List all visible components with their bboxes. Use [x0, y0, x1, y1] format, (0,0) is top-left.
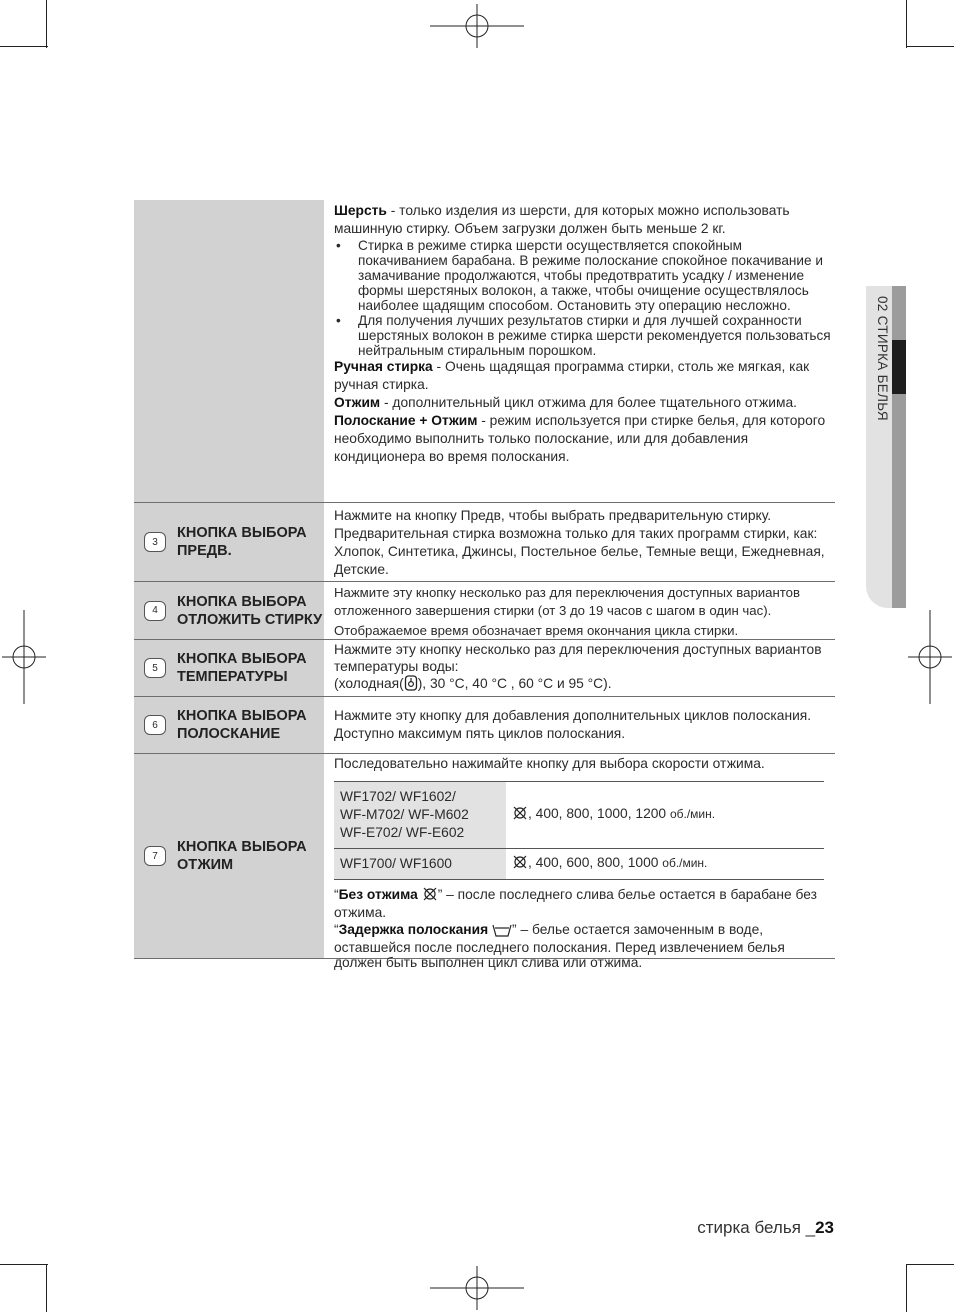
- spin-title: Отжим: [334, 395, 381, 410]
- model-name: WF-E702/ WF-E602: [340, 825, 465, 840]
- description-cell: [324, 754, 835, 970]
- rinse-hold-text: ” – белье остается замоченным в воде, оставшейся после последнего полоскания. Перед извлечением белья должен быть выполнен цикл слива или отжима.: [334, 922, 785, 970]
- model-cell: [334, 849, 506, 880]
- item-number-badge: 5: [144, 658, 166, 678]
- model-name: WF1700/ WF1600: [340, 856, 452, 871]
- description-cell: [324, 640, 835, 696]
- page-number: 23: [815, 1218, 834, 1237]
- label-cell: [134, 200, 324, 502]
- cold-water-icon: [404, 675, 418, 695]
- crop-mark: [906, 46, 954, 47]
- wool-paragraph: [334, 202, 835, 238]
- spin-text: - дополнительный цикл отжима для более тщательного отжима.: [380, 395, 797, 410]
- table-row: [334, 782, 824, 849]
- button-name: КНОПКА ВЫБОРА ОТЖИМ: [177, 839, 307, 873]
- button-name: КНОПКА ВЫБОРА ПРЕДВ.: [177, 525, 307, 559]
- rinse-hold-icon: [492, 923, 512, 940]
- crop-mark: [46, 1264, 47, 1312]
- no-spin-icon: [422, 886, 438, 905]
- description-cell: [324, 503, 835, 581]
- wool-text: - только изделия из шерсти, для которых можно использовать машинную стирку. Объем загрузки должен быть меньше 2 кг.: [334, 203, 790, 236]
- model-cell: [334, 782, 506, 849]
- rinse-hold-note: [334, 922, 835, 970]
- registration-mark-icon: [430, 4, 524, 48]
- description-text: Нажмите эту кнопку несколько раз для переключения доступных вариантов температуры воды:: [334, 642, 822, 674]
- crop-mark: [0, 1264, 48, 1265]
- no-spin-icon: [512, 805, 528, 826]
- hand-wash-text: - Очень щадящая программа стирки, столь же мягкая, как ручная стирка.: [334, 359, 810, 392]
- temperature-suffix: ), 30 °C, 40 °C , 60 °C и 95 °C).: [417, 676, 612, 691]
- button-name: КНОПКА ВЫБОРА ТЕМПЕРАТУРЫ: [177, 651, 307, 685]
- speed-cell: [506, 782, 824, 849]
- item-number-badge: 6: [144, 715, 166, 735]
- rinse-hold-title: Задержка полоскания: [338, 922, 489, 937]
- description-text: Отображаемое время обозначает время окончания цикла стирки.: [334, 623, 739, 638]
- speed-cell: [506, 849, 824, 880]
- crop-mark: [906, 0, 907, 48]
- hand-wash-paragraph: [334, 358, 835, 394]
- footer-section: стирка белья _: [697, 1218, 816, 1237]
- description-cell: [324, 697, 835, 753]
- temperature-prefix: (холодная(: [334, 676, 404, 691]
- no-spin-title: Без отжима: [338, 887, 418, 902]
- chapter-tab-marker: [892, 340, 906, 394]
- controls-table: [134, 200, 835, 970]
- rinse-spin-paragraph: [334, 412, 835, 466]
- quote-mark: “: [334, 887, 339, 902]
- rinse-spin-title: Полоскание + Отжим: [334, 413, 478, 428]
- table-row: [334, 849, 824, 880]
- hand-wash-title: Ручная стирка: [334, 359, 433, 374]
- crop-mark: [906, 1264, 907, 1312]
- crop-mark: [906, 1264, 954, 1265]
- button-name: КНОПКА ВЫБОРА ПОЛОСКАНИЕ: [177, 708, 307, 742]
- page-footer: [697, 1218, 834, 1238]
- description-cell: [324, 200, 835, 502]
- model-name: WF1702/ WF1602/: [340, 789, 456, 804]
- table-row: [134, 697, 835, 754]
- table-row: [134, 503, 835, 582]
- model-name: WF-M702/ WF-M602: [340, 807, 469, 822]
- item-number-badge: 4: [144, 601, 166, 621]
- description-text: Нажмите на кнопку Предв, чтобы выбрать предварительную стирку. Предварительная стирка возможна только для таких программ стирки, как: Хлопок, Синтетика, Джинсы, Постельное белье, Темные вещи, Ежедневная, Детские.: [334, 508, 825, 577]
- registration-mark-icon: [430, 1266, 524, 1310]
- speed-values: , 400, 800, 1000, 1200: [528, 805, 667, 821]
- speed-unit: об./мин.: [662, 855, 708, 870]
- table-row-wool: [134, 200, 835, 503]
- speed-values: , 400, 600, 800, 1000: [528, 854, 659, 870]
- chapter-tab-label: 02 СТИРКА БЕЛЬЯ: [875, 296, 890, 421]
- button-name: КНОПКА ВЫБОРА ОТЛОЖИТЬ СТИРКУ: [177, 593, 323, 628]
- spin-paragraph: [334, 394, 835, 412]
- label-cell: [134, 697, 324, 753]
- list-item: • Для получения лучших результатов стирки и для лучшей сохранности шерстяных волокон в режиме стирка шерсти рекомендуется пользоваться нейтральным стиральным порошком.: [358, 313, 835, 358]
- table-row: [134, 640, 835, 697]
- label-cell: [134, 503, 324, 581]
- registration-mark-icon: [908, 610, 952, 704]
- description-cell: [324, 582, 835, 639]
- table-row: [134, 582, 835, 640]
- description-text: Нажмите эту кнопку для добавления дополнительных циклов полоскания. Доступно максимум пять циклов полоскания.: [334, 708, 812, 741]
- label-cell: [134, 640, 324, 696]
- item-number-badge: 3: [144, 532, 166, 552]
- registration-mark-icon: [2, 610, 46, 704]
- item-number-badge: 7: [144, 846, 166, 866]
- no-spin-icon: [512, 854, 528, 875]
- crop-mark: [0, 46, 48, 47]
- speed-unit: об./мин.: [669, 806, 716, 821]
- spin-speed-table: [334, 781, 824, 880]
- no-spin-text: ” – после последнего слива белье остается в барабане без отжима.: [334, 887, 817, 920]
- description-text: Нажмите эту кнопку несколько раз для переключения доступных вариантов отложенного завершения стирки (от 3 до 19 часов с шагом в один час).: [334, 585, 800, 618]
- crop-mark: [46, 0, 47, 48]
- wool-bullets: [334, 238, 835, 358]
- table-row: [134, 754, 835, 970]
- label-cell: [134, 582, 324, 639]
- spin-intro: Последовательно нажимайте кнопку для выбора скорости отжима.: [334, 756, 765, 771]
- list-item: • Стирка в режиме стирка шерсти осуществляется спокойным покачиванием барабана. В режиме полоскание спокойное покачивание и замачивание продолжаются, чтобы предотвратить усадку / изменение формы шерстяных волокон, а также, чтобы очищение осуществлялось наиболее щадящим способом. Остановить эту операцию несложно.: [358, 238, 835, 313]
- quote-mark: “: [334, 922, 339, 937]
- no-spin-note: [334, 886, 835, 920]
- rinse-spin-text: - режим используется при стирке белья, для которого необходимо выполнить только полоскание, или для добавления кондиционера во время полоскания.: [334, 413, 826, 464]
- label-cell: [134, 754, 324, 958]
- temperature-options: [334, 675, 835, 695]
- chapter-tab-bar: [892, 286, 906, 608]
- wool-title: Шерсть: [334, 203, 387, 218]
